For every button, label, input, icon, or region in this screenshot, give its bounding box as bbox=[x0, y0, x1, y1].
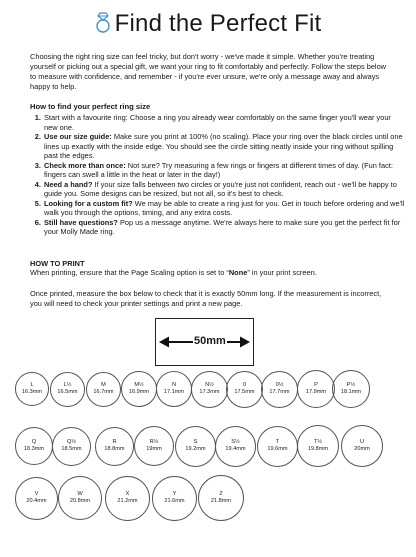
print-instruction bbox=[30, 268, 392, 278]
ring-diameter-label: 20.8mm bbox=[69, 498, 91, 504]
ring-size-circle bbox=[226, 371, 263, 408]
ring-diameter-label: 17.9mm bbox=[305, 389, 327, 395]
ring-diameter-label: 19mm bbox=[146, 446, 162, 452]
step-text: Start with a favourite ring: Choose a ring you already wear comfortably on the same finger you'll wear your new one. bbox=[44, 113, 391, 132]
ring-size-circle bbox=[134, 426, 174, 466]
ring-diameter-label: 21.6mm bbox=[164, 498, 185, 504]
ring-size-label: S½ bbox=[231, 439, 240, 445]
step-heading: Need a hand? bbox=[44, 179, 93, 189]
print-heading: HOW TO PRINT bbox=[30, 259, 85, 268]
ring-diameter-label: 17.1mm bbox=[163, 389, 185, 395]
ring-diameter-label: 20mm bbox=[354, 446, 370, 452]
ring-size-circle bbox=[191, 371, 228, 408]
ring-size-circle bbox=[15, 477, 58, 520]
measure-label: 50mm bbox=[194, 335, 226, 347]
ring-size-circle bbox=[257, 426, 298, 467]
ring-diameter-label: 17.5mm bbox=[234, 389, 255, 395]
step-item bbox=[43, 180, 405, 199]
ring-size-label: R½ bbox=[149, 439, 159, 445]
ring-size-label: M bbox=[101, 382, 106, 388]
ring-diameter-label: 16.5mm bbox=[57, 389, 78, 395]
step-heading: Use our size guide: bbox=[44, 132, 112, 141]
ring-size-circle bbox=[86, 372, 121, 407]
step-heading: Looking for a custom fit? bbox=[44, 198, 133, 208]
ring-size-label: N bbox=[171, 382, 177, 388]
print-scaling-value: None bbox=[228, 268, 248, 277]
step-item bbox=[43, 132, 405, 161]
step-text: If your size falls between two circles or you're just not confident, reach out - we'll be happy to guide you. Some designs can be resized, but not all, so it's best to check. bbox=[44, 179, 397, 198]
ring-diameter-label: 16.9mm bbox=[128, 389, 150, 395]
ring-size-label: V bbox=[34, 491, 39, 497]
measure-box bbox=[155, 318, 254, 366]
ring-icon bbox=[95, 12, 111, 39]
ring-size-label: L bbox=[30, 382, 34, 388]
ring-size-label: Q bbox=[31, 439, 37, 445]
intro-paragraph: Choosing the right ring size can feel tricky, but don't worry - we've made it simple. Whether you're treating yourself or picking out a special gift, we want your ring to fit comfortably and perfectly. Follow the steps below to measure with confidence, and remember - if you're ever unsure, we're only a message away and always happy to help. bbox=[30, 52, 387, 91]
ring-diameter-label: 17.7mm bbox=[269, 389, 290, 395]
step-text: Pop us a message anytime. We're always here to make sure you get the perfect fit for your Molly Made ring. bbox=[44, 217, 401, 236]
ring-size-circle bbox=[332, 370, 370, 408]
ring-diameter-label: 18.5mm bbox=[61, 446, 82, 452]
step-item bbox=[43, 218, 405, 237]
header bbox=[0, 10, 416, 39]
ring-size-circle bbox=[105, 476, 150, 521]
ring-size-label: M½ bbox=[134, 382, 144, 388]
ring-size-circle bbox=[95, 427, 134, 466]
ring-size-circle bbox=[198, 475, 244, 521]
ring-size-circle bbox=[152, 476, 197, 521]
measure-instruction: Once printed, measure the box below to check that it is exactly 50mm long. If the measurement is incorrect, you will need to check your printer settings and print a new page. bbox=[30, 289, 382, 308]
step-text: Not sure? Try measuring a few rings or fingers at different times of day. (Fun fact: fingers can swell a little in the heat or later in the day!) bbox=[44, 160, 393, 179]
ring-size-circle bbox=[261, 371, 298, 408]
ring-size-label: Q½ bbox=[66, 439, 77, 445]
ring-size-circle bbox=[175, 426, 216, 467]
step-item bbox=[43, 199, 405, 218]
step-heading: Check more than once: bbox=[44, 160, 126, 170]
ring-diameter-label: 19.8mm bbox=[307, 446, 329, 452]
ring-size-circle bbox=[297, 370, 335, 408]
ring-size-circle bbox=[297, 425, 339, 467]
ring-size-label: P bbox=[314, 382, 318, 388]
step-text: Make sure you print at 100% (no scaling). Place your ring over the black circles until one lines up exactly with the inside edge. You should see the circle sitting neatly inside your ring without spilling past the edges. bbox=[44, 132, 403, 160]
page-title: Find the Perfect Fit bbox=[114, 10, 322, 37]
ring-diameter-label: 18.8mm bbox=[104, 446, 125, 452]
print-instruction-text: When printing, ensure that the Page Scaling option is set to “ bbox=[30, 268, 229, 277]
ring-size-label: W bbox=[77, 491, 83, 497]
ring-size-label: X bbox=[125, 491, 130, 497]
ring-diameter-label: 19.4mm bbox=[225, 446, 246, 452]
ring-diameter-label: 21.2mm bbox=[117, 498, 138, 504]
ring-size-label: P½ bbox=[346, 382, 356, 388]
ring-size-circle bbox=[52, 427, 91, 466]
ring-size-circle bbox=[341, 425, 383, 467]
ring-diameter-label: 17.3mm bbox=[199, 389, 220, 395]
ring-size-circle bbox=[15, 372, 49, 406]
step-heading: Still have questions? bbox=[44, 217, 118, 227]
ring-diameter-label: 16.3mm bbox=[21, 389, 43, 395]
ring-diameter-label: 19.6mm bbox=[267, 446, 288, 452]
ring-size-circle bbox=[58, 476, 102, 520]
ring-diameter-label: 18.3mm bbox=[23, 446, 45, 452]
step-text: We may be able to create a ring just for you. Get in touch before ordering and we'll walk you through the options, timing, and any extra costs. bbox=[44, 198, 405, 217]
ring-size-circle bbox=[15, 427, 53, 465]
ring-size-circle bbox=[50, 372, 85, 407]
howto-heading: How to find your perfect ring size bbox=[30, 102, 151, 111]
ring-size-label: Y bbox=[172, 491, 177, 497]
steps-list bbox=[30, 113, 405, 237]
ring-size-label: N½ bbox=[205, 382, 214, 388]
print-instruction-text: ” in your print screen. bbox=[247, 268, 317, 277]
step-item bbox=[43, 161, 405, 180]
ring-diameter-label: 18.1mm bbox=[340, 389, 362, 395]
ring-size-label: T½ bbox=[313, 439, 323, 445]
ring-size-label: 0½ bbox=[275, 382, 284, 388]
ring-size-label: L½ bbox=[63, 382, 72, 388]
ring-size-label: 0 bbox=[242, 382, 247, 388]
ring-size-label: S bbox=[193, 439, 198, 445]
ring-diameter-label: 21.8mm bbox=[210, 498, 232, 504]
ring-diameter-label: 20.4mm bbox=[26, 498, 47, 504]
step-item bbox=[43, 113, 405, 132]
ring-size-label: R bbox=[112, 439, 117, 445]
ring-size-circle bbox=[156, 371, 192, 407]
ring-diameter-label: 16.7mm bbox=[93, 389, 114, 395]
ring-size-circle bbox=[215, 426, 256, 467]
ring-size-label: T bbox=[275, 439, 280, 445]
ring-size-label: Z bbox=[219, 491, 223, 497]
ring-diameter-label: 19.2mm bbox=[185, 446, 206, 452]
ring-size-circle bbox=[121, 371, 157, 407]
ring-size-label: U bbox=[359, 439, 365, 445]
